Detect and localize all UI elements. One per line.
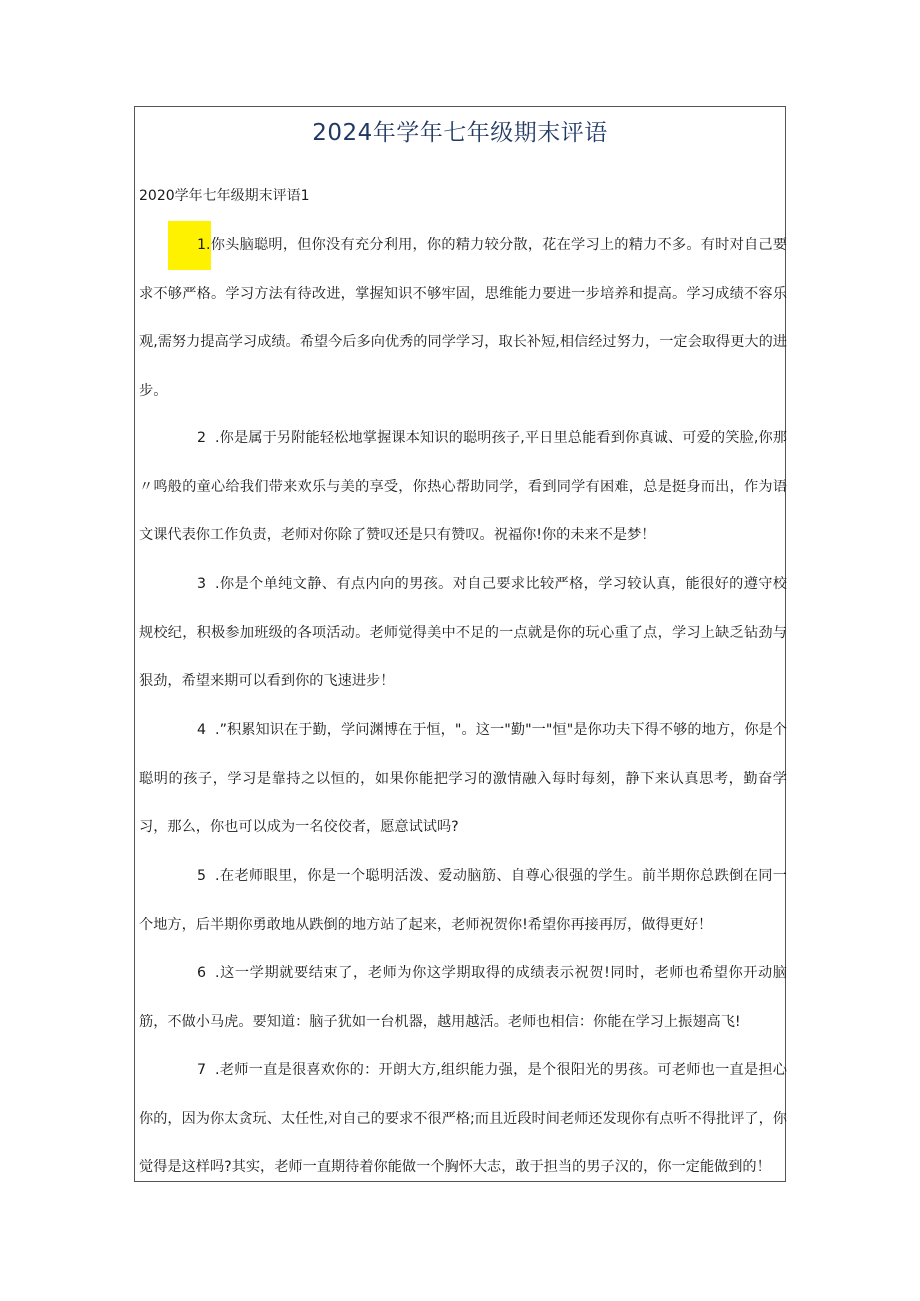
paragraph-number-4: 4 . [197,722,220,738]
paragraph-text-1: 你头脑聪明，但你没有充分利用，你的精力较分散，花在学习上的精力不多。有时对自己要求不够严格。学习方法有待改进，掌握知识不够牢固，思维能力要进一步培养和提高。学习成绩不容乐观,需努力提高学习成绩。希望今后多向优秀的同学学习，取长补短,相信经过努力，一定会取得更大的进步。 [139,237,787,399]
paragraph-text-3: 你是个单纯文静、有点内向的男孩。对自己要求比较严格，学习较认真，能很好的遵守校规校纪，积极参加班级的各项活动。老师觉得美中不足的一点就是你的玩心重了点，学习上缺乏钻劲与狠劲，希望来期可以看到你的飞速进步！ [139,576,787,689]
paragraph-text-4: ”积累知识在于勤，学问渊博在于恒，"。这一"勤"一"恒"是你功夫下得不够的地方，你是个聪明的孩子，学习是靠持之以恒的，如果你能把学习的激情融入每时每刻，静下来认真思考，勤奋学习，那么，你也可以成为一名佼佼者，愿意试试吗? [139,722,787,835]
comment-paragraph-7 [139,1046,787,1192]
paragraph-text-7: 老师一直是很喜欢你的：开朗大方,组织能力强，是个很阳光的男孩。可老师也一直是担心你的，因为你太贪玩、太任性,对自己的要求不很严格;而且近段时间老师还发现你有点听不得批评了，你觉得是这样吗?其实，老师一直期待着你能做一个胸怀大志，敢于担当的男子汉的，你一定能做到的！ [139,1062,787,1175]
comment-paragraph-2 [139,414,787,560]
comment-paragraph-4 [139,706,787,852]
paragraph-number-7: 7 . [197,1062,220,1078]
paragraph-text-2: 你是属于另附能轻松地掌握课本知识的聪明孩子,平日里总能看到你真诚、可爱的笑脸,你那〃鸣般的童心给我们带来欢乐与美的享受，你热心帮助同学，看到同学有困难，总是挺身而出，作为语文课代表你工作负责，老师对你除了赞叹还是只有赞叹。祝福你!你的未来不是梦！ [139,430,787,543]
paragraph-number-6: 6 . [197,965,220,981]
comment-paragraph-5 [139,852,787,949]
document-title: 2024年学年七年级期末评语 [312,120,608,146]
paragraph-number-2: 2 . [197,430,220,446]
comment-paragraph-1 [139,221,787,415]
paragraph-text-5: 在老师眼里，你是一个聪明活泼、爱动脑筋、自尊心很强的学生。前半期你总跌倒在同一个地方，后半期你勇敢地从跌倒的地方站了起来，老师祝贺你!希望你再接再厉，做得更好！ [139,868,787,933]
paragraph-number-3: 3 . [197,576,220,592]
comment-paragraph-6 [139,949,787,1046]
section-subheading: 2020学年七年级期末评语1 [139,188,310,204]
paragraph-number-5: 5 . [197,868,220,884]
comment-paragraph-3 [139,560,787,706]
paragraph-number-1: 1. [168,221,211,270]
paragraph-text-6: 这一学期就要结束了，老师为你这学期取得的成绩表示祝贺!同时，老师也希望你开动脑筋，不做小马虎。要知道：脑子犹如一台机器，越用越活。老师也相信：你能在学习上振翅高飞! [139,965,787,1030]
